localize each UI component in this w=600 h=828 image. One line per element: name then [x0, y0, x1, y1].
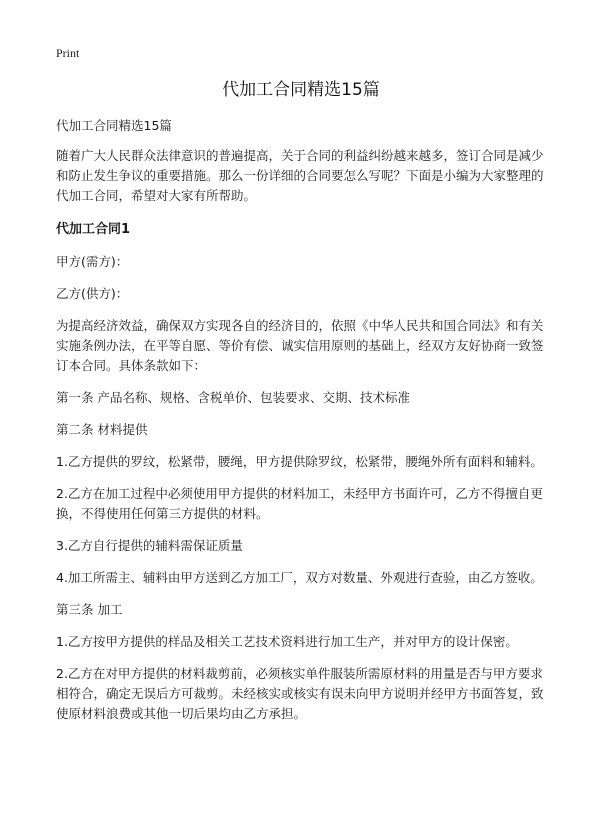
- print-label: Print: [56, 46, 80, 60]
- article-2-heading: 第二条 材料提供: [56, 422, 148, 437]
- article-3-item-1: 1.乙方按甲方提供的样品及相关工艺技术资料进行加工生产，并对甲方的设计保密。: [56, 634, 518, 649]
- article-1-heading: 第一条 产品名称、规格、含税单价、包装要求、交期、技术标准: [56, 390, 410, 405]
- article-2-item-3: 3.乙方自行提供的辅料需保证质量: [56, 538, 243, 553]
- article-2-item-2: 2.乙方在加工过程中必须使用甲方提供的材料加工，未经甲方书面许可，乙方不得擅自更换，不得使用任何第三方提供的材料。: [56, 486, 543, 521]
- preamble-paragraph: 为提高经济效益，确保双方实现各自的经济目的，依照《中华人民共和国合同法》和有关实施条例办法，在平等自愿、等价有偿、诚实信用原则的基础上，经双方友好协商一致签订本合同。具体条款如下：: [56, 318, 544, 373]
- document-body: [56, 78, 546, 736]
- section-title-contract-1: 代加工合同1: [56, 222, 131, 237]
- party-a-line: 甲方(需方)：: [56, 254, 129, 269]
- document-title: 代加工合同精选15篇: [222, 80, 380, 100]
- article-3-item-2: 2.乙方在对甲方提供的材料裁剪前，必须核实单件服装所需原材料的用量是否与甲方要求相符合，确定无误后方可裁剪。未经核实或核实有误未向甲方说明并经甲方书面答复，致使原材料浪费或其他一切后果均由乙方承担。: [56, 666, 544, 721]
- article-2-item-1: 1.乙方提供的罗纹，松紧带，腰绳，甲方提供除罗纹，松紧带，腰绳外所有面料和辅料。: [56, 454, 543, 469]
- article-3-heading: 第三条 加工: [56, 602, 123, 617]
- document-subtitle: 代加工合同精选15篇: [56, 118, 172, 133]
- party-b-line: 乙方(供方)：: [56, 286, 129, 301]
- intro-paragraph: 随着广大人民群众法律意识的普遍提高，关于合同的利益纠纷越来越多，签订合同是减少和防止发生争议的重要措施。那么一份详细的合同要怎么写呢？下面是小编为大家整理的代加工合同，希望对大家有所帮助。: [56, 148, 544, 203]
- article-2-item-4: 4.加工所需主、辅料由甲方送到乙方加工厂，双方对数量、外观进行查验，由乙方签收。: [56, 570, 543, 585]
